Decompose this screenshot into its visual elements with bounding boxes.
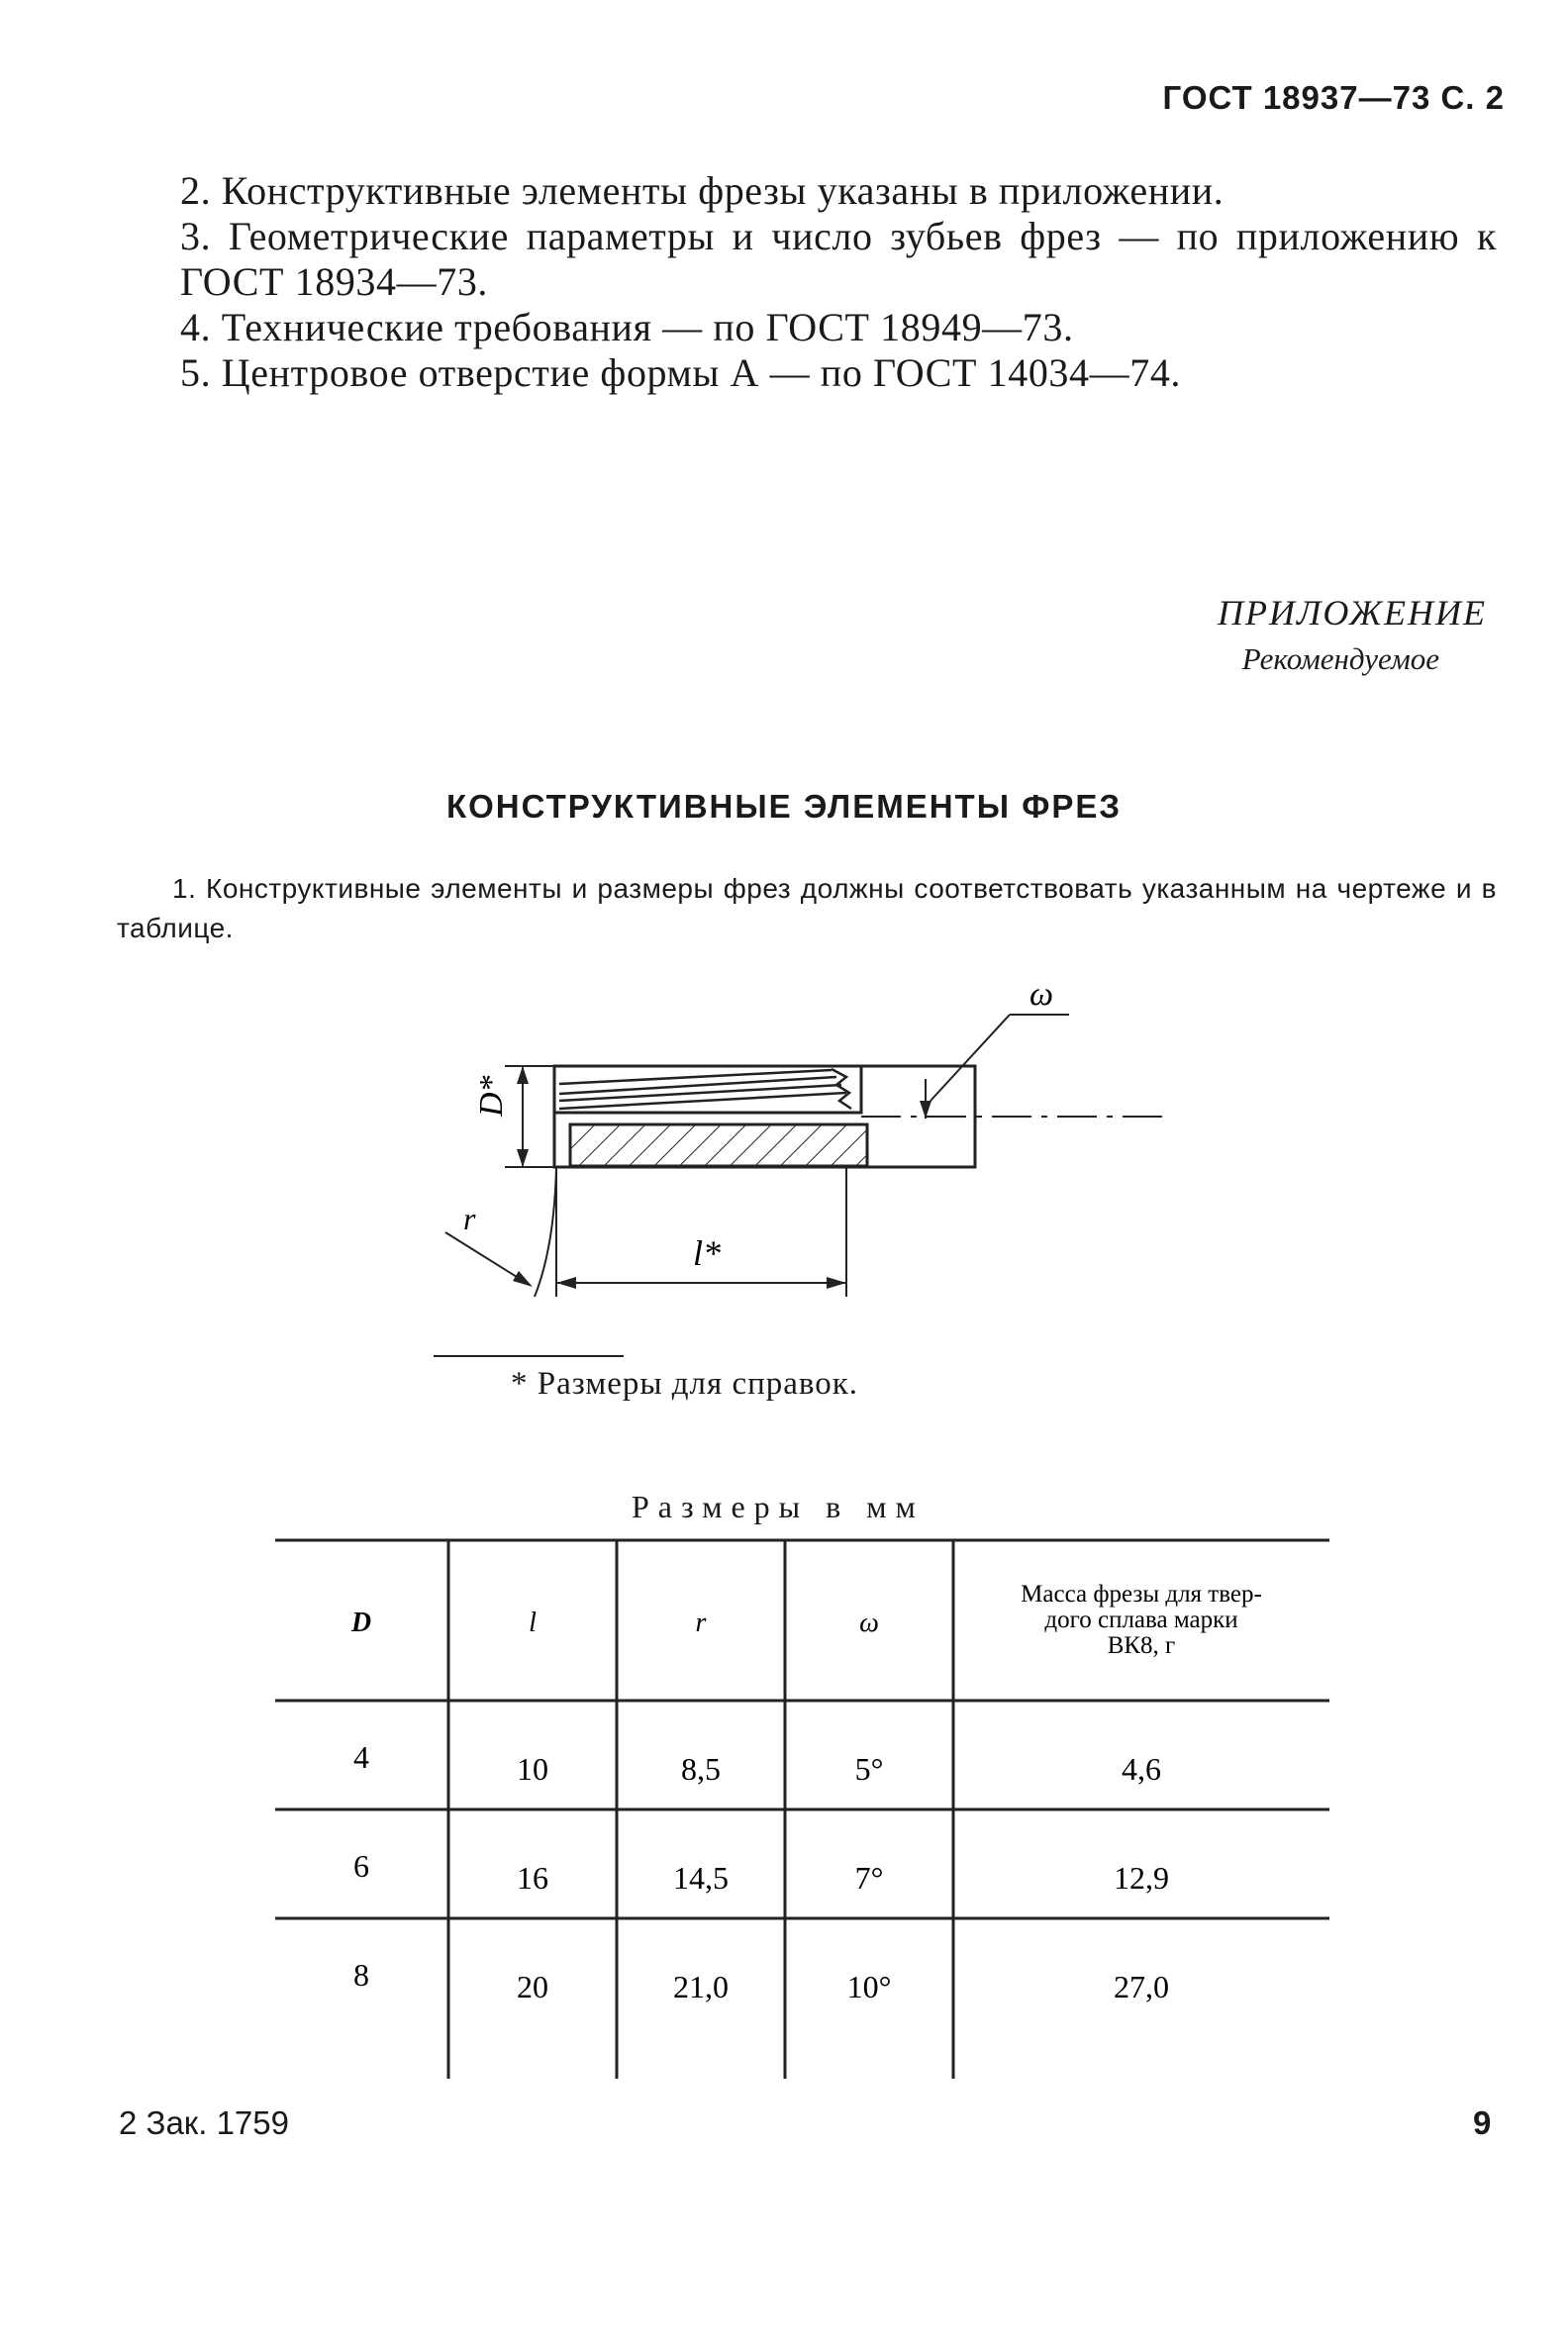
label-omega: ω [1029, 976, 1054, 1013]
label-d: D* [473, 1075, 510, 1117]
item-3: 3. Геометрические параметры и число зубьев фрез — по приложению к ГОСТ 18934—73. [180, 214, 1497, 304]
label-l: l* [693, 1233, 722, 1273]
table-header-2: r [695, 1608, 707, 1638]
appendix-subtitle: Рекомендуемое [1241, 641, 1439, 676]
page-number: 9 [1473, 2104, 1492, 2141]
table-cell: 21,0 [673, 1969, 729, 2004]
table-header-4: Масса фрезы для твер-дого сплава марки ВК8, г [1021, 1581, 1262, 1659]
table-header-3: ω [859, 1608, 879, 1638]
hatched-section [570, 1124, 867, 1166]
table-cell: 16 [517, 1860, 548, 1896]
table-cell: 7° [854, 1860, 884, 1896]
section-heading: КОНСТРУКТИВНЫЕ ЭЛЕМЕНТЫ ФРЕЗ [445, 788, 1123, 825]
table-cell: 6 [353, 1848, 369, 1884]
table-cell: 27,0 [1114, 1969, 1169, 2004]
table-header-1: l [529, 1608, 537, 1638]
r-arc [535, 1167, 556, 1297]
table-header-0: D [350, 1608, 372, 1638]
appendix-title: ПРИЛОЖЕНИЕ [1218, 593, 1487, 633]
footer-left: 2 Зак. 1759 [119, 2104, 289, 2141]
table-cell: 12,9 [1114, 1860, 1169, 1896]
omega-leader [931, 1015, 1010, 1101]
table-cell: 14,5 [673, 1860, 729, 1896]
item-5: 5. Центровое отверстие формы А — по ГОСТ 14034—74. [180, 350, 1182, 395]
page-header: ГОСТ 18937—73 С. 2 [1162, 79, 1505, 116]
footnote: * Размеры для справок. [511, 1366, 859, 1402]
table-cell: 4 [353, 1739, 369, 1775]
dimensions-table [275, 1532, 1344, 2087]
item-4: 4. Технические требования — по ГОСТ 18949—73. [180, 305, 1074, 349]
table-cell: 5° [854, 1751, 884, 1787]
footnote-rule [434, 1355, 624, 1357]
table-cell: 10° [846, 1969, 892, 2004]
table-caption: Размеры в мм [632, 1489, 925, 1524]
item-2: 2. Конструктивные элементы фрезы указаны в приложении. [180, 168, 1225, 213]
table-cell: 4,6 [1122, 1751, 1161, 1787]
table-cell: 8 [353, 1957, 369, 1993]
table-cell: 8,5 [681, 1751, 721, 1787]
label-r: r [463, 1201, 476, 1236]
clause-1: 1. Конструктивные элементы и размеры фрез должны соответствовать указанным на чертеже и в таблице. [117, 873, 1497, 943]
cutter-drawing [396, 970, 1188, 1326]
table-cell: 10 [517, 1751, 548, 1787]
table-cell: 20 [517, 1969, 548, 2004]
